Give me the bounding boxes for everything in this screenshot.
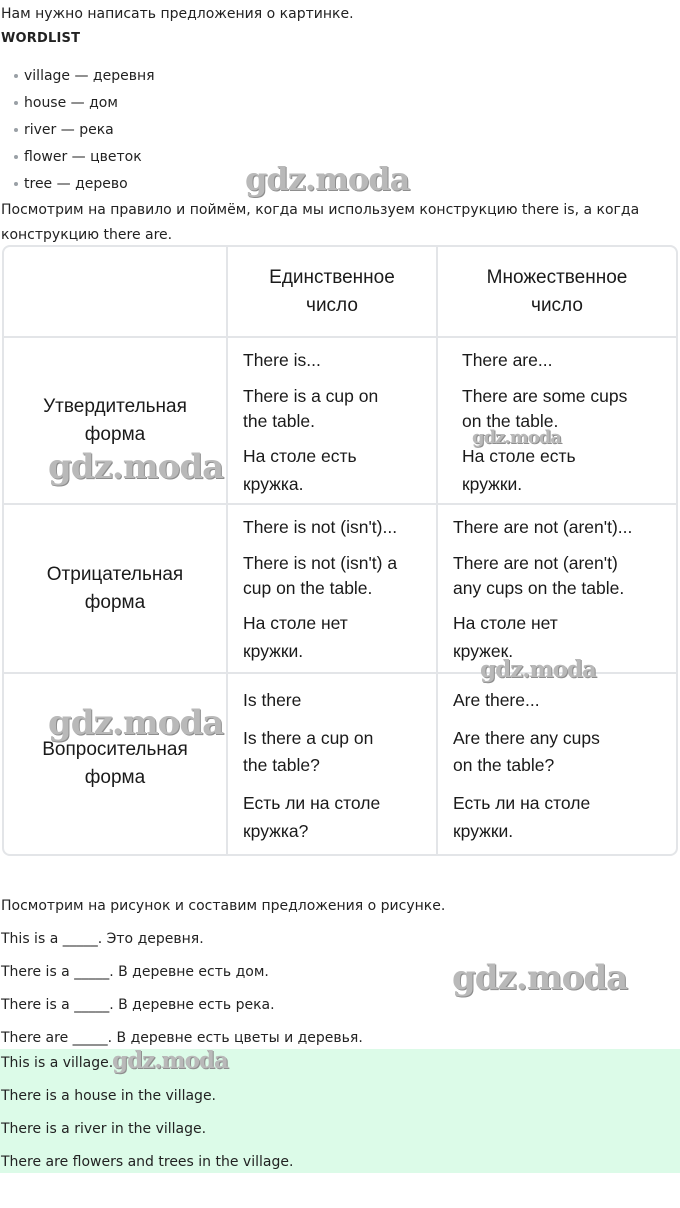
wordlist-item: house — дом (14, 94, 155, 121)
watermark-logo: gdz.moda (480, 656, 596, 683)
cell-text: the table. (243, 411, 315, 431)
cell-text: Есть ли на столе (453, 793, 591, 813)
row-label-line: Утвердительная (43, 395, 187, 417)
task-text: Посмотрим на рисунок и составим предложения о рисунке. (1, 898, 446, 914)
wordlist-item: village — деревня (14, 67, 155, 94)
cell-text: There are... (462, 350, 553, 370)
exercise-line: There is a _____. В деревне есть река. (1, 997, 275, 1013)
cell-text: кружки. (453, 821, 514, 841)
header-plural-line: Множественное (486, 266, 628, 288)
answer-line: There are flowers and trees in the village. (1, 1154, 294, 1170)
cell-text: There are some cups (462, 386, 628, 406)
header-singular (228, 247, 436, 336)
cell-text: Are there... (453, 690, 540, 710)
cell-text: Are there any cups (453, 728, 600, 748)
cell-text: any cups on the table. (453, 578, 625, 598)
wordlist-title: WORDLIST (1, 31, 81, 46)
cell-text: На столе есть (243, 446, 357, 466)
cell-text: There are not (aren't)... (453, 517, 633, 537)
watermark-logo: gdz.moda (245, 160, 410, 198)
cell-text: on the table. (462, 411, 559, 431)
cell-text: кружки. (462, 474, 523, 494)
cell-text: on the table? (453, 755, 555, 775)
cell-text: Is there (243, 690, 302, 710)
cell-text: кружек. (453, 641, 514, 661)
wordlist (14, 67, 155, 202)
cell-text: кружка? (243, 821, 309, 841)
answer-line: There is a river in the village. (1, 1121, 207, 1137)
header-singular-line: число (306, 294, 358, 316)
cell-text: There is a cup on (243, 386, 379, 406)
row-label-line: форма (84, 767, 146, 788)
table-divider (226, 247, 228, 854)
header-plural-line: число (531, 294, 583, 316)
cell-text: There is... (243, 350, 321, 370)
watermark-logo: gdz.moda (48, 447, 224, 487)
watermark-logo: gdz.moda (452, 958, 628, 998)
wordlist-item: flower — цветок (14, 148, 155, 175)
exercise-line: There is a _____. В деревне есть дом. (1, 964, 269, 980)
row-label-line: форма (84, 591, 146, 613)
rule-text: Посмотрим на правило и поймём, когда мы используем конструкцию there is, а когда конструкцию there are. (1, 202, 640, 243)
exercise-line: There are _____. В деревне есть цветы и деревья. (1, 1030, 363, 1046)
row-label-line: Отрицательная (46, 563, 184, 585)
row-label-negative (4, 505, 226, 672)
cell-text: На столе нет (243, 613, 348, 633)
cell-text: There is not (isn't) a (243, 553, 398, 573)
answer-line: There is a house in the village. (1, 1088, 217, 1104)
intro-text: Нам нужно написать предложения о картинке. (1, 6, 354, 22)
cell-text: There is not (isn't)... (243, 517, 398, 537)
row-label-affirmative (4, 338, 226, 503)
watermark-logo: gdz.moda (48, 703, 224, 743)
answer-line: This is a village. (1, 1055, 114, 1071)
cell-text: There are not (aren't) (453, 553, 618, 573)
watermark-logo: gdz.moda (112, 1047, 228, 1074)
cell-text: the table? (243, 755, 320, 775)
answer-box (0, 1049, 680, 1173)
cell-text: Есть ли на столе (243, 793, 381, 813)
wordlist-item: river — река (14, 121, 155, 148)
row-label-interrogative (4, 674, 226, 854)
row-label-line: Вопросительная (42, 739, 188, 760)
header-plural (438, 247, 676, 336)
grammar-table (2, 245, 678, 856)
cell-text: кружки. (243, 641, 304, 661)
cell-text: cup on the table. (243, 578, 373, 598)
cell-text: На столе нет (453, 613, 558, 633)
wordlist-item: tree — дерево (14, 175, 155, 202)
table-divider (436, 247, 438, 854)
header-singular-line: Единственное (269, 266, 395, 288)
exercise-line: This is a _____. Это деревня. (1, 931, 204, 947)
watermark-logo: gdz.moda (472, 427, 561, 448)
row-label-line: форма (84, 423, 146, 445)
cell-text: Is there a cup on (243, 728, 374, 748)
cell-text: кружка. (243, 474, 304, 494)
cell-text: На столе есть (462, 446, 576, 466)
